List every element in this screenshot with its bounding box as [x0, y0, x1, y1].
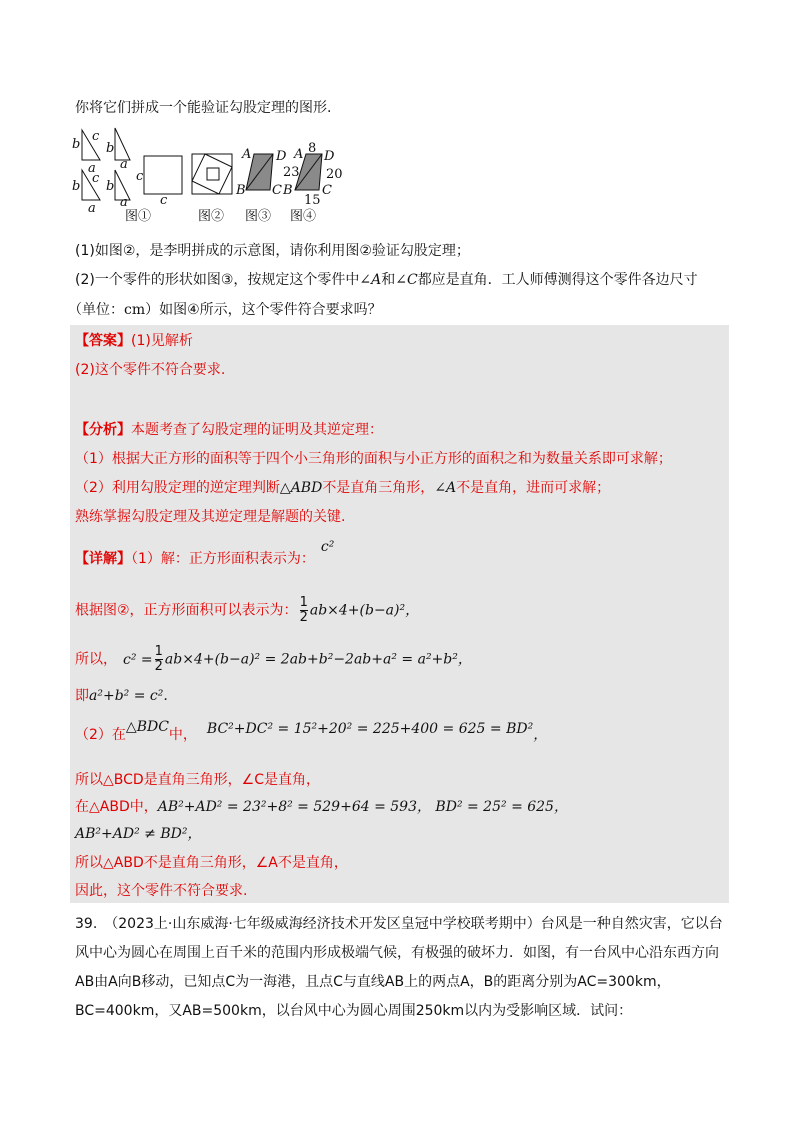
fig1-square	[144, 156, 182, 194]
answer-line-1: 【答案】(1)见解析	[75, 333, 193, 349]
label-c3: c	[92, 171, 100, 186]
label-b2: b	[106, 141, 115, 156]
question-39-line4: BC=400km，又AB=500km，以台风中心为圆心周围250km以内为受影响区域．试问：	[75, 1003, 633, 1019]
detail-line-1: 【详解】（1）解：正方形面积表示为：c²	[75, 539, 335, 567]
detail-line-4: 即a²+b² = c².	[75, 688, 168, 704]
figure-group	[70, 124, 360, 224]
detail-line-2: 根据图②，正方形面积可以表示为： $\frac{1}{2}$ ab×4+(b−a)²，	[75, 595, 420, 625]
caption-fig3: 图③	[245, 209, 272, 224]
detail-line-7: 在△ABD中，AB²+AD² = 23²+8² = 529+64 = 593， BD² = 25² = 625，	[75, 799, 568, 815]
label-c1: c	[92, 129, 100, 144]
analysis-line-3: （2）利用勾股定理的逆定理判断△ABD不是直角三角形，∠A不是直角，进而可求解；	[75, 480, 611, 496]
label-a3: a	[88, 201, 96, 216]
triangle-2	[115, 128, 130, 160]
analysis-line-4: 熟练掌握勾股定理及其逆定理是解题的关键.	[75, 509, 346, 525]
fig4-8: 8	[308, 141, 317, 156]
intro-line: 你将它们拼成一个能验证勾股定理的图形.	[75, 100, 332, 116]
detail-line-6: 所以△BCD是直角三角形，∠C是直角，	[75, 772, 321, 788]
question-1: (1)如图②，是李明拼成的示意图，请你利用图②验证勾股定理；	[75, 243, 470, 259]
fig4-15: 15	[304, 193, 321, 208]
fig3-B: B	[236, 183, 246, 198]
label-c5: c	[136, 169, 144, 184]
detail-line-3: 所以， c² = $\frac{1}{2}$ ab×4+(b−a)² = 2ab+b²−2ab+a² = a²+b²，	[75, 644, 472, 674]
caption-fig1: 图①	[125, 209, 152, 224]
detail-line-10: 因此，这个零件不符合要求.	[75, 883, 248, 899]
fig4-20: 20	[326, 167, 343, 182]
fig4-23: 23	[283, 165, 300, 180]
question-39-line3: AB由A向B移动，已知点C为一海港，且点C与直线AB上的两点A，B的距离分别为AC=300km，	[75, 974, 671, 990]
detail-line-5: （2）在△BDC中， BC²+DC² = 15²+20² = 225+400 = 625 = BD²，	[75, 719, 548, 743]
label-b1: b	[72, 137, 81, 152]
fig3-C: C	[272, 183, 282, 198]
label-a4: a	[120, 195, 128, 210]
fig4-B: B	[283, 183, 293, 198]
question-39-line2: 风中心为圆心在周围上百千米的范围内形成极端气候，有极强的破坏力．如图，有一台风中心沿东西方向	[75, 945, 719, 961]
analysis-line-2: （1）根据大正方形的面积等于四个小三角形的面积与小正方形的面积之和为数量关系即可求解；	[75, 451, 672, 467]
fig3-D: D	[276, 149, 287, 164]
fig2	[192, 154, 232, 194]
detail-line-9: 所以△ABD不是直角三角形，∠A不是直角，	[75, 855, 348, 871]
analysis-line-1: 【分析】本题考查了勾股定理的证明及其逆定理：	[75, 422, 383, 438]
detail-line-8: AB²+AD² ≠ BD²，	[75, 826, 202, 842]
label-b3: b	[72, 179, 81, 194]
answer-line-2: (2)这个零件不符合要求.	[75, 362, 226, 378]
fig4-D: D	[324, 149, 335, 164]
fig4-A: A	[294, 147, 304, 162]
question-39-line1: 39. （2023上·山东威海·七年级威海经济技术开发区皇冠中学校联考期中）台风是一种自然灾害，它以台	[75, 916, 723, 932]
caption-fig2: 图②	[198, 209, 225, 224]
label-c6: c	[160, 193, 168, 208]
question-2-line2: （单位：cm）如图④所示，这个零件符合要求吗？	[68, 302, 382, 318]
fig3-A: A	[242, 147, 252, 162]
label-a2: a	[120, 157, 128, 172]
label-b4: b	[106, 179, 115, 194]
question-2-line1: (2)一个零件的形状如图③，按规定这个零件中∠A和∠C都应是直角．工人师傅测得这个零件各边尺寸	[75, 272, 698, 288]
label-a1: a	[88, 161, 96, 176]
caption-fig4: 图④	[290, 209, 317, 224]
fig4-C: C	[322, 183, 332, 198]
